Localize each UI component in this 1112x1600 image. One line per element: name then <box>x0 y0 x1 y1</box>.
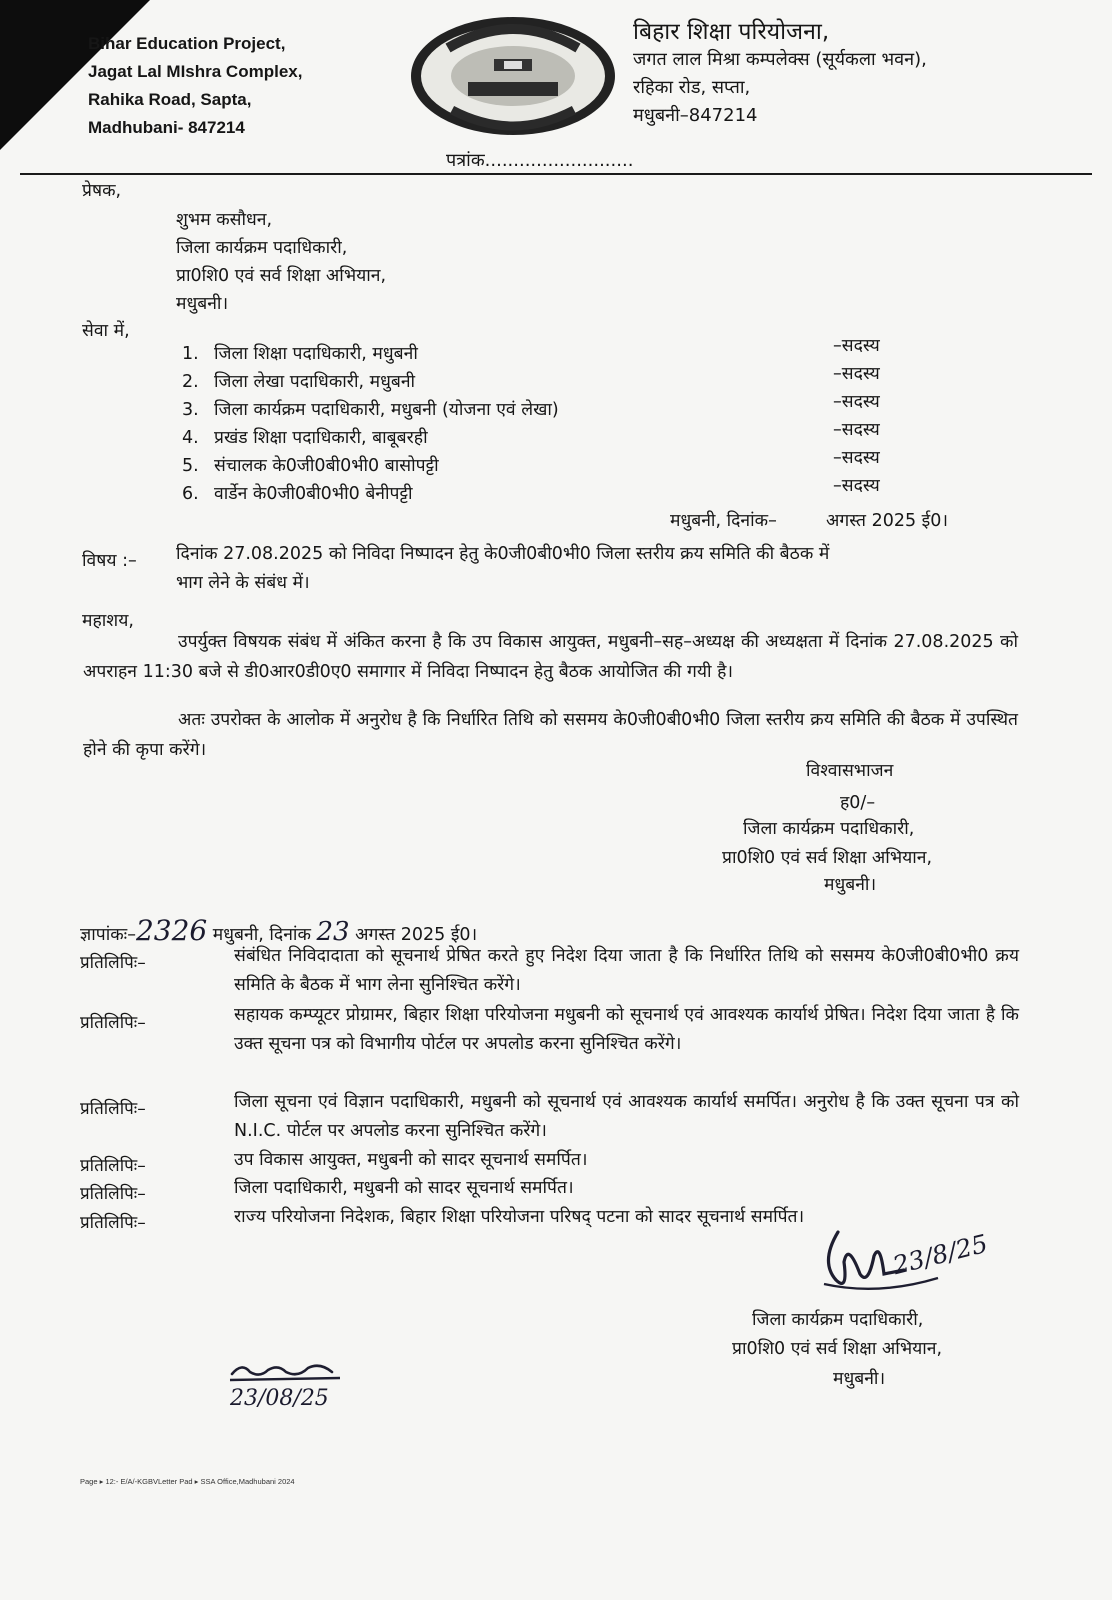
recipient-list <box>182 340 559 508</box>
copy-text: उप विकास आयुक्त, मधुबनी को सादर सूचनार्थ समर्पित। <box>234 1150 588 1170</box>
sender-line: प्रा0शि0 एवं सर्व शिक्षा अभियान, <box>176 266 387 286</box>
date-line <box>670 508 948 534</box>
item-number: 3. <box>182 400 199 420</box>
closing-line: विश्वासभाजन <box>806 761 894 781</box>
hindi-title: बिहार शिक्षा परियोजना, <box>633 19 830 45</box>
signature-line: जिला कार्यक्रम पदाधिकारी, <box>752 1310 924 1330</box>
english-address <box>88 30 302 142</box>
sender-line: मधुबनी। <box>176 294 229 314</box>
copy-label: प्रतिलिपिः– <box>80 1099 146 1119</box>
member-label: –सदस्य <box>833 420 880 440</box>
member-label: –सदस्य <box>833 448 880 468</box>
item-text: जिला लेखा पदाधिकारी, मधुबनी <box>214 372 416 392</box>
subject-line: भाग लेने के संबंध में। <box>176 573 310 593</box>
memo-place: मधुबनी, दिनांक <box>212 925 311 945</box>
copy-label: प्रतिलिपिः– <box>80 1013 146 1033</box>
item-text: जिला शिक्षा पदाधिकारी, मधुबनी <box>214 344 418 364</box>
closing-line: जिला कार्यक्रम पदाधिकारी, <box>743 819 915 839</box>
english-address-line: Madhubani- 847214 <box>88 118 245 137</box>
list-item <box>182 480 559 508</box>
copy-label: प्रतिलिपिः– <box>80 1213 146 1233</box>
copy-text: संबंधित निविदादाता को सूचनार्थ प्रेषित करते हुए निदेश दिया जाता है कि निर्धारित तिथि को ससमय के0जी0बी0भी0 क्रय समिति के बैठक में भाग लेना सुनिश्चित करेंगे। <box>234 946 1019 995</box>
member-label: –सदस्य <box>833 364 880 384</box>
copy-label: प्रतिलिपिः– <box>80 953 146 973</box>
page-footer: Page ▸ 12:- E/A/-KGBVLetter Pad ▸ SSA Office,Madhubani 2024 <box>80 1477 295 1486</box>
memo-number: 2326 <box>135 914 208 947</box>
copy-text: जिला पदाधिकारी, मधुबनी को सादर सूचनार्थ समर्पित। <box>234 1178 574 1198</box>
member-label: –सदस्य <box>833 336 880 356</box>
body-paragraph-2: अतः उपरोक्त के आलोक में अनुरोध है कि निर्धारित तिथि को ससमय के0जी0बी0भी0 जिला स्तरीय क्रय समिति की बैठक में उपस्थित होने की कृपा करेंगे। <box>83 710 1018 760</box>
english-address-line: Rahika Road, Sapta, <box>88 90 252 109</box>
body-paragraph-1: उपर्युक्त विषयक संबंध में अंकित करना है कि उप विकास आयुक्त, मधुबनी–सह–अध्यक्ष की अध्यक्षता में दिनांक 27.08.2025 को अपराहन 11:30 बजे से डी0आर0डी0ए0 समागार में निविदा निष्पादन हेतु बैठक आयोजित की गयी है। <box>83 632 1018 682</box>
patrank-dots: .......................... <box>484 150 634 171</box>
sender-line: जिला कार्यक्रम पदाधिकारी, <box>176 238 348 258</box>
english-address-line: Bihar Education Project, <box>88 34 286 53</box>
hindi-address-line: रहिका रोड, सप्ता, <box>633 77 751 98</box>
list-item <box>182 340 559 368</box>
sender-block <box>176 206 386 318</box>
member-label: –सदस्य <box>833 476 880 496</box>
signature-date: 23/8/25 <box>889 1228 991 1281</box>
item-number: 2. <box>182 372 199 392</box>
item-number: 6. <box>182 484 199 504</box>
list-item <box>182 424 559 452</box>
member-column <box>833 332 880 500</box>
memo-day: 23 <box>316 917 350 947</box>
copy-text: सहायक कम्प्यूटर प्रोग्रामर, बिहार शिक्षा परियोजना मधुबनी को सूचनार्थ एवं आवश्यक कार्यार्थ प्रेषित। निदेश दिया जाता है कि उक्त सूचना पत्र को विभागीय पोर्टल पर अपलोड करना सुनिश्चित करेंगे। <box>234 1005 1019 1054</box>
list-item <box>182 452 559 480</box>
item-number: 4. <box>182 428 199 448</box>
subject-text <box>176 540 1026 598</box>
item-number: 5. <box>182 456 199 476</box>
header-divider <box>20 173 1092 175</box>
initials-date: 23/08/25 <box>230 1386 329 1411</box>
sender-label: प्रेषक, <box>82 181 122 201</box>
list-item <box>182 368 559 396</box>
patrank <box>446 148 633 172</box>
closing-line: प्रा0शि0 एवं सर्व शिक्षा अभियान, <box>722 848 933 868</box>
copy-text: जिला सूचना एवं विज्ञान पदाधिकारी, मधुबनी को सूचनार्थ एवं आवश्यक कार्यार्थ समर्पित। अनुरोध है कि उक्त सूचना पत्र को N.I.C. पोर्टल पर अपलोड करना सुनिश्चित करेंगे। <box>234 1092 1019 1141</box>
memo-month-year: अगस्त 2025 ई0। <box>355 925 478 945</box>
item-text: जिला कार्यक्रम पदाधिकारी, मधुबनी (योजना एवं लेखा) <box>214 400 559 420</box>
item-text: प्रखंड शिक्षा पदाधिकारी, बाबूबरही <box>214 428 428 448</box>
date-value: अगस्त 2025 ई0। <box>826 511 949 531</box>
closing-line: ह0/– <box>840 793 876 813</box>
date-place: मधुबनी, दिनांक– <box>670 511 777 531</box>
sender-line: शुभम कसौधन, <box>176 210 273 230</box>
closing-line: मधुबनी। <box>824 875 877 895</box>
subject-line: दिनांक 27.08.2025 को निविदा निष्पादन हेतु के0जी0बी0भी0 जिला स्तरीय क्रय समिति की बैठक में <box>176 544 830 564</box>
hindi-address-line: जगत लाल मिश्रा कम्पलेक्स (सूर्यकला भवन), <box>633 49 927 70</box>
recipients-label: सेवा में, <box>82 321 130 341</box>
item-number: 1. <box>182 344 199 364</box>
hindi-address <box>633 18 927 130</box>
member-label: –सदस्य <box>833 392 880 412</box>
memo-label: ज्ञापांकः– <box>80 925 136 945</box>
subject-label: विषय :– <box>82 551 137 571</box>
signature-line: मधुबनी। <box>833 1369 886 1389</box>
copy-text: राज्य परियोजना निदेशक, बिहार शिक्षा परियोजना परिषद् पटना को सादर सूचनार्थ समर्पित। <box>234 1207 805 1227</box>
item-text: वार्डेन के0जी0बी0भी0 बेनीपट्टी <box>214 484 413 504</box>
english-address-line: Jagat Lal MIshra Complex, <box>88 62 303 81</box>
initials-scrawl <box>228 1360 348 1382</box>
signature-line: प्रा0शि0 एवं सर्व शिक्षा अभियान, <box>732 1339 943 1359</box>
copy-label: प्रतिलिपिः– <box>80 1184 146 1204</box>
item-text: संचालक के0जी0बी0भी0 बासोपट्टी <box>214 456 439 476</box>
patrank-label: पत्रांक <box>446 150 485 171</box>
list-item <box>182 396 559 424</box>
hindi-address-line: मधुबनी–847214 <box>633 105 758 126</box>
salutation: महाशय, <box>82 611 134 631</box>
bihar-education-project-seal <box>408 14 618 138</box>
copy-label: प्रतिलिपिः– <box>80 1156 146 1176</box>
